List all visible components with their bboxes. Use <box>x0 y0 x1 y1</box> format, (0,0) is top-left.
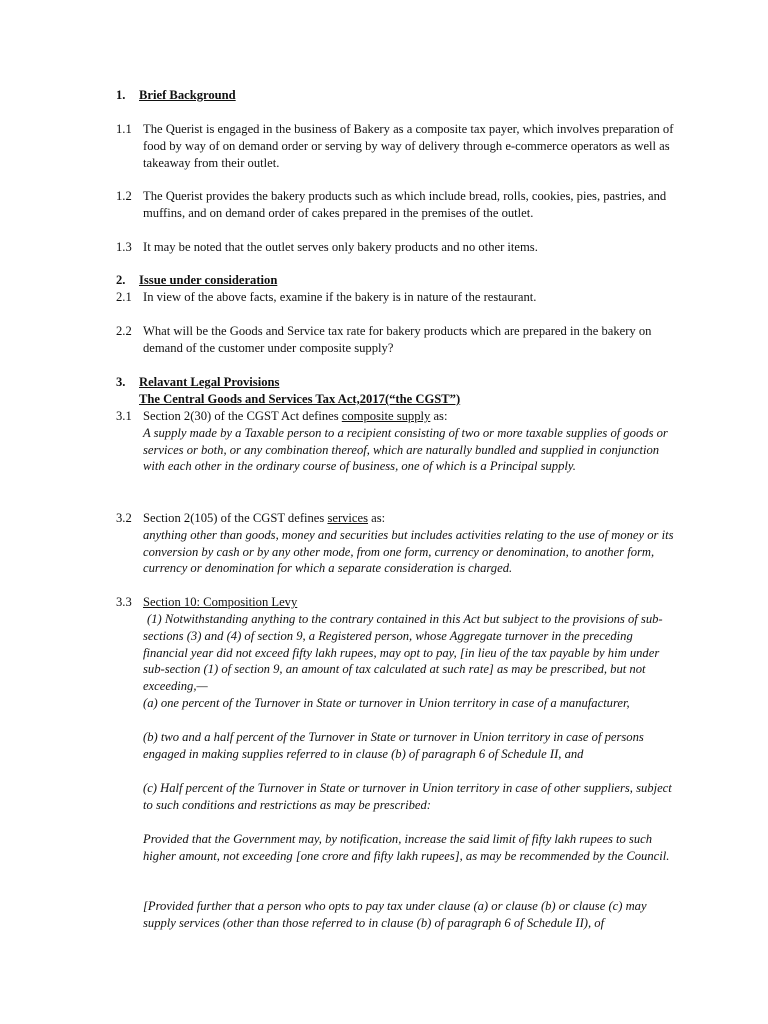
para-3-1 <box>116 408 676 475</box>
para-text: The Querist provides the bakery products such as which include bread, rolls, cookies, pies, pastries, and muffins, and on demand order of cakes prepared in the premises of the outlet. <box>143 189 667 220</box>
para-number: 1.3 <box>116 240 132 254</box>
clause-a: (a) one percent of the Turnover in State or turnover in Union territory in case of a manufacturer, <box>143 696 630 710</box>
section-heading: Section 10: Composition Levy <box>143 595 298 609</box>
para-1-2 <box>116 188 676 222</box>
heading-number: 1. <box>116 88 126 102</box>
clause-c: (c) Half percent of the Turnover in State or turnover in Union territory in case of other suppliers, subject to such conditions and restrictions as may be prescribed: <box>143 781 672 812</box>
para-3-3 <box>116 594 676 611</box>
para-lead: Section 2(105) of the CGST defines <box>143 511 328 525</box>
subheading-cgst-act: The Central Goods and Services Tax Act,2017(“the CGST”) <box>139 392 461 406</box>
defined-term: composite supply <box>341 409 431 423</box>
proviso-2: [Provided further that a person who opts to pay tax under clause (a) or clause (b) or clause (c) may supply services (other than those referred to in clause (b) of paragraph 6 of Schedule II), of <box>143 899 647 930</box>
clause-b: (b) two and a half percent of the Turnover in State or turnover in Union territory in case of persons engaged in making supplies referred to in clause (b) of paragraph 6 of Schedule II, and <box>143 730 644 761</box>
para-text: It may be noted that the outlet serves only bakery products and no other items. <box>143 240 538 254</box>
para-number: 2.2 <box>116 324 132 338</box>
para-1-1 <box>116 121 676 171</box>
para-2-1 <box>116 289 676 306</box>
definition-quote: anything other than goods, money and securities but includes activities relating to the use of money or its conversion by cash or by any other mode, from one form, currency or denomination, to another form, currency or denomination for which a separate consideration is charged. <box>143 527 674 576</box>
para-text: What will be the Goods and Service tax rate for bakery products which are prepared in the bakery on demand of the customer under composite supply? <box>143 324 652 355</box>
definition-quote: A supply made by a Taxable person to a recipient consisting of two or more taxable supplies of goods or services or both, or any combination thereof, which are naturally bundled and supplied in conjunction with each other in the ordinary course of business, one of which is a Principal supply. <box>143 425 668 474</box>
para-number: 3.3 <box>116 595 132 609</box>
heading-number: 3. <box>116 375 126 389</box>
para-number: 3.1 <box>116 409 132 423</box>
para-number: 2.1 <box>116 290 132 304</box>
sub-section-1: (1) Notwithstanding anything to the contrary contained in this Act but subject to the provisions of sub-sections (3) and (4) of section 9, a Registered person, whose Aggregate turnover in the preceding financial year did not exceed fifty lakh rupees, may opt to pay, [in lieu of the tax payable by him under sub-section (1) of section 9, an amount of tax calculated at such rate] as may be prescribed, but not exceeding,— <box>143 612 663 694</box>
heading-brief-background <box>116 87 236 104</box>
heading-issue <box>116 272 277 289</box>
para-tail: as: <box>368 511 386 525</box>
para-lead: Section 2(30) of the CGST Act defines <box>143 409 342 423</box>
para-text: In view of the above facts, examine if the bakery is in nature of the restaurant. <box>143 290 537 304</box>
heading-legal-provisions <box>116 374 279 391</box>
para-3-2 <box>116 510 676 577</box>
heading-title: Relavant Legal Provisions <box>139 375 280 389</box>
para-2-2 <box>116 323 676 357</box>
para-number: 1.1 <box>116 122 132 136</box>
para-number: 3.2 <box>116 511 132 525</box>
heading-title: Issue under consideration <box>139 273 278 287</box>
heading-title: Brief Background <box>139 88 236 102</box>
para-text: The Querist is engaged in the business of Bakery as a composite tax payer, which involves preparation of food by way of on demand order or serving by way of delivery through e-commerce operators as well as takeaway from their outlet. <box>143 122 674 170</box>
para-lead-line <box>143 408 676 425</box>
para-number: 1.2 <box>116 189 132 203</box>
proviso-1: Provided that the Government may, by notification, increase the said limit of fifty lakh rupees to such higher amount, not exceeding [one crore and fifty lakh rupees], as may be recommended by the Council. <box>143 832 670 863</box>
para-tail: as: <box>430 409 448 423</box>
defined-term: services <box>327 511 369 525</box>
para-lead-line <box>143 510 676 527</box>
heading-number: 2. <box>116 273 126 287</box>
para-1-3 <box>116 239 676 256</box>
